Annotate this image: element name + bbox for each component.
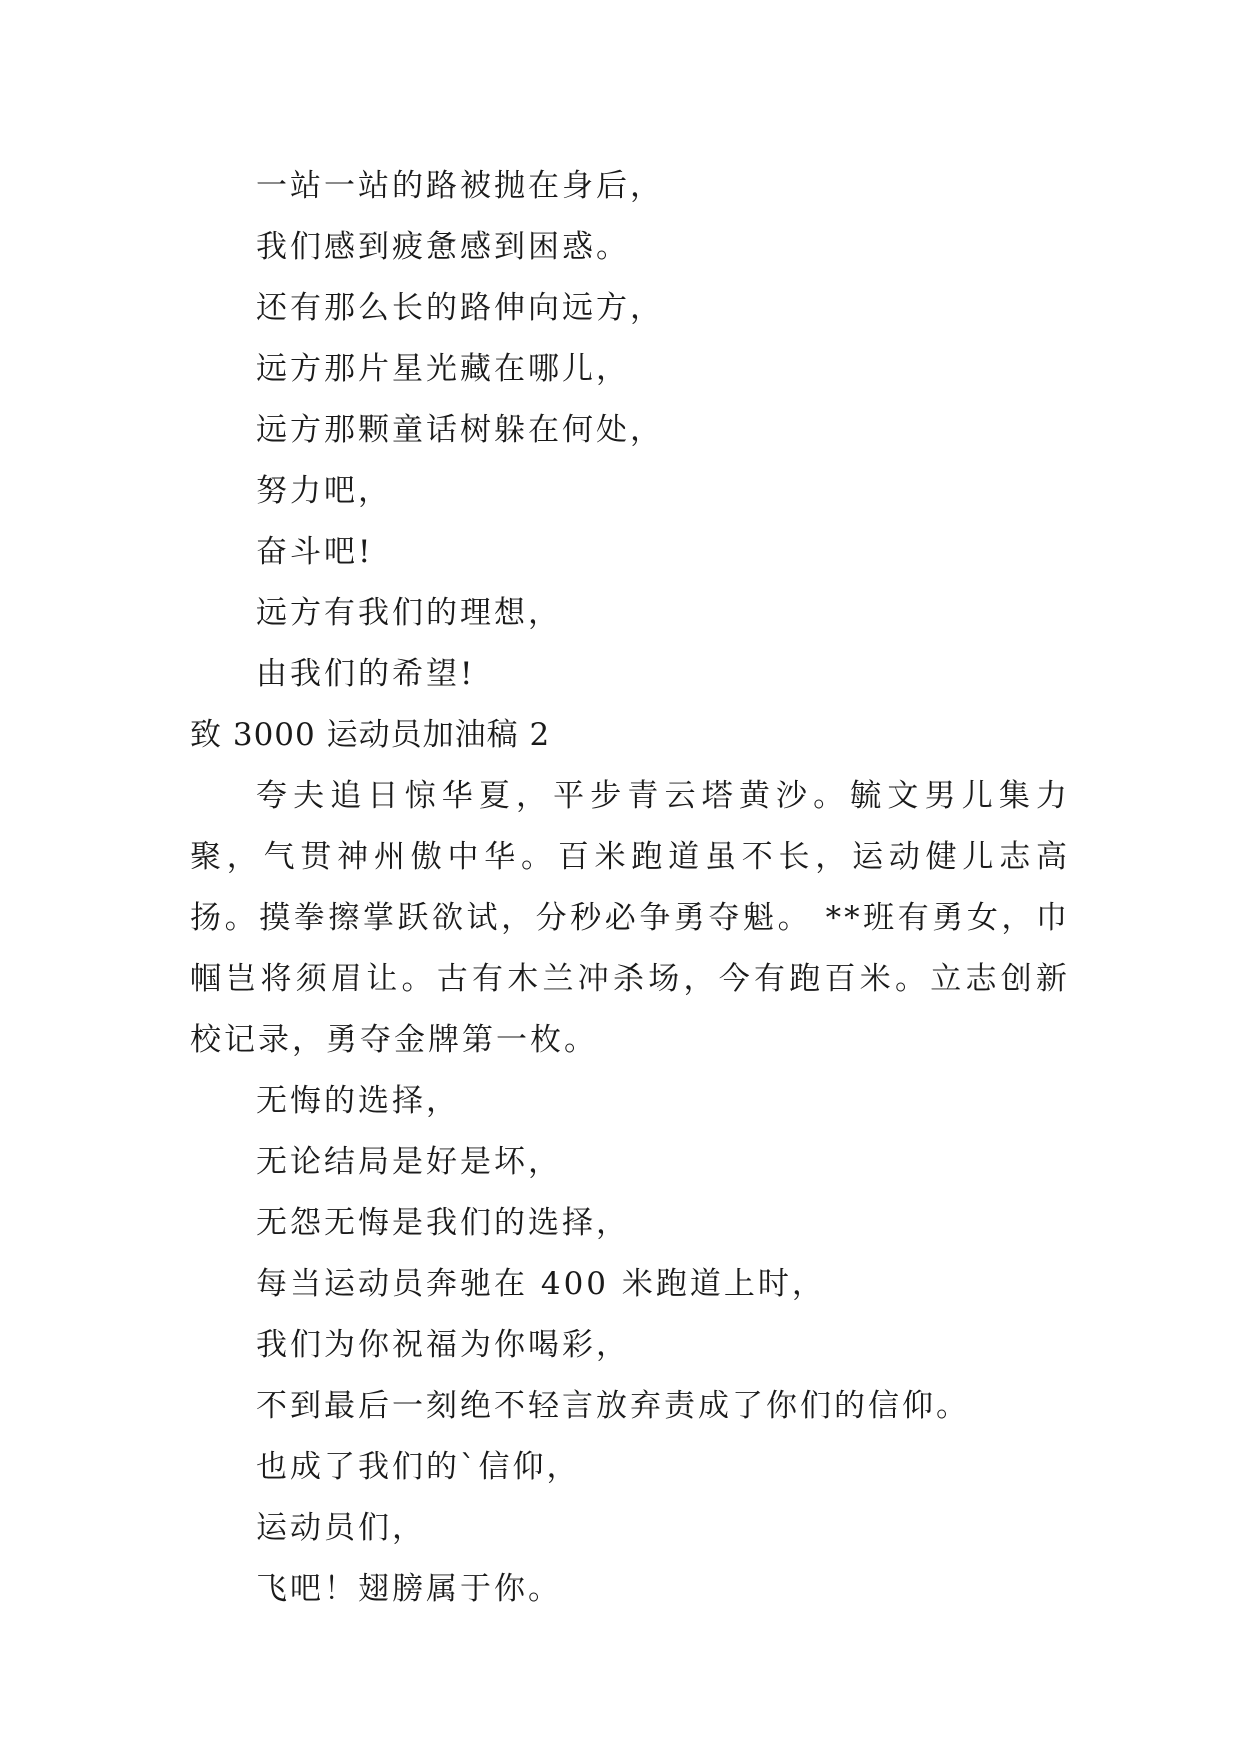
section-heading: 致 3000 运动员加油稿 2 xyxy=(190,717,551,753)
poem-line: 运动员们， xyxy=(256,1510,426,1546)
document-body xyxy=(190,156,1070,1620)
poem-line: 努力吧， xyxy=(256,473,392,509)
poem-line: 由我们的希望! xyxy=(256,656,476,692)
poem-line: 远方那颗童话树躲在何处， xyxy=(256,412,664,448)
poem-line: 也成了我们的`信仰， xyxy=(256,1449,581,1485)
poem-line: 远方有我们的理想， xyxy=(256,595,562,631)
poem-line: 远方那片星光藏在哪儿， xyxy=(256,351,630,387)
body-paragraph: 夸夫追日惊华夏，平步青云塔黄沙。毓文男儿集力聚，气贯神州傲中华。百米跑道虽不长，运动健儿志高扬。摸拳擦掌跃欲试，分秒必争勇夺魁。 **班有勇女，巾帼岂将须眉让。古有木兰冲杀场，今有跑百米。立志创新校记录，勇夺金牌第一枚。 xyxy=(190,778,1070,1058)
poem-line: 还有那么长的路伸向远方， xyxy=(256,290,664,326)
poem-line: 飞吧！翅膀属于你。 xyxy=(256,1571,562,1607)
poem-line: 我们为你祝福为你喝彩， xyxy=(256,1327,630,1363)
poem-line: 无悔的选择， xyxy=(256,1083,460,1119)
poem-line: 一站一站的路被抛在身后， xyxy=(256,168,664,204)
poem-line: 无论结局是好是坏， xyxy=(256,1144,562,1180)
poem-line: 奋斗吧! xyxy=(256,534,374,570)
poem-line: 无怨无悔是我们的选择， xyxy=(256,1205,630,1241)
poem-line: 每当运动员奔驰在 400 米跑道上时， xyxy=(256,1266,826,1302)
poem-line: 不到最后一刻绝不轻言放弃责成了你们的信仰。 xyxy=(256,1388,970,1424)
poem-line: 我们感到疲惫感到困惑。 xyxy=(256,229,630,265)
